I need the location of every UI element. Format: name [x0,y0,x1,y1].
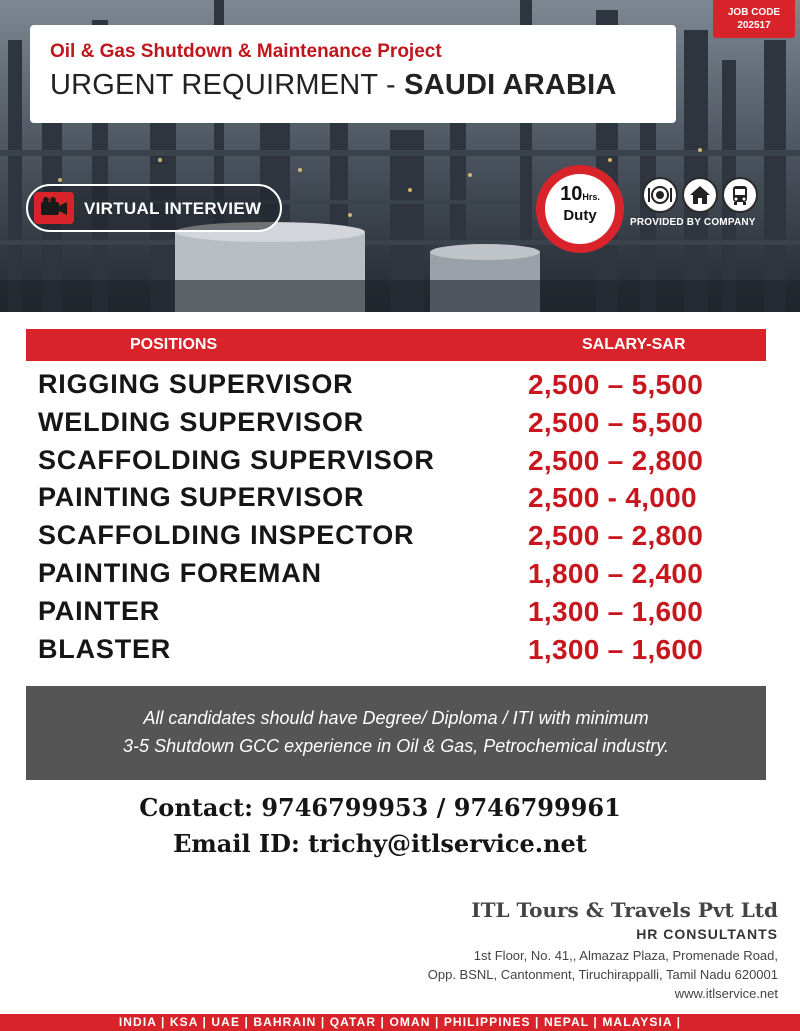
company-address [318,946,778,1003]
contact-block [0,790,760,862]
positions-column-header: POSITIONS [130,336,218,353]
company-website[interactable]: www.itlservice.net [674,986,778,1001]
contact-email[interactable]: Email ID: trichy@itlservice.net [173,829,587,858]
position-salary: 1,300 – 1,600 [528,633,704,665]
position-salary: 2,500 – 5,500 [528,406,704,438]
company-address-line-2: Opp. BSNL, Cantonment, Tiruchirappalli, Tamil Nadu 620001 [427,967,778,982]
company-name: ITL Tours & Travels Pvt Ltd [471,898,778,922]
duty-hours: 10 [560,183,583,205]
provided-by-company-label: PROVIDED BY COMPANY [630,217,756,228]
duty-hours-badge [536,165,624,253]
title-dash: - [377,69,405,101]
table-row [0,406,800,444]
position-name: BLASTER [38,633,172,664]
table-row [0,481,800,519]
position-name: RIGGING SUPERVISOR [38,369,354,399]
position-name: PAINTING SUPERVISOR [38,482,365,513]
table-row [0,519,800,557]
salary-column-header: SALARY-SAR [582,336,686,353]
company-address-line-1: 1st Floor, No. 41,, Almazaz Plaza, Promenade Road, [473,948,778,963]
position-salary: 2,500 – 2,800 [528,444,704,476]
transport-icon [722,177,758,213]
company-block [318,898,778,1003]
position-name: PAINTING FOREMAN [38,557,322,588]
accommodation-icon [682,177,718,213]
title-card [30,25,676,123]
video-camera-icon [34,192,74,224]
amenities-icons [642,177,758,215]
hero-banner [0,0,800,312]
table-row [0,557,800,595]
countries-footer: INDIA | KSA | UAE | BAHRAIN | QATAR | OMAN | PHILIPPINES | NEPAL | MALAYSIA | [0,1014,800,1031]
position-salary: 1,800 – 2,400 [528,557,704,589]
eligibility-note [26,686,766,780]
position-name: SCAFFOLDING SUPERVISOR [38,444,435,475]
company-role: HR CONSULTANTS [636,926,778,942]
table-row [0,368,800,406]
position-salary: 2,500 – 2,800 [528,520,704,552]
position-name: SCAFFOLDING INSPECTOR [38,520,415,551]
title-country: SAUDI ARABIA [404,69,617,101]
virtual-interview-pill [26,184,282,232]
food-icon [642,177,678,213]
job-code-badge [713,0,795,38]
eligibility-note-line-1: All candidates should have Degree/ Diploma / ITI with minimum [143,708,649,728]
page-title [50,69,676,102]
position-salary: 2,500 - 4,000 [528,482,697,514]
position-name: PAINTER [38,595,161,626]
title-prefix: URGENT REQUIRMENT [50,69,378,101]
project-subtitle: Oil & Gas Shutdown & Maintenance Project [50,41,442,62]
positions-table [0,368,800,670]
positions-table-header [26,329,766,361]
duty-unit: Hrs. [582,192,600,202]
position-salary: 2,500 – 5,500 [528,369,704,400]
table-row [0,444,800,482]
job-code-label: JOB CODE [727,7,781,18]
table-row [0,633,800,671]
position-name: WELDING SUPERVISOR [38,406,364,437]
eligibility-note-line-2: 3-5 Shutdown GCC experience in Oil & Gas, Petrochemical industry. [123,736,669,756]
duty-label: Duty [563,207,597,224]
job-code-number: 202517 [737,20,771,31]
contact-phone[interactable]: Contact: 9746799953 / 9746799961 [139,793,621,822]
virtual-interview-label: VIRTUAL INTERVIEW [84,199,262,218]
table-row [0,595,800,633]
position-salary: 1,300 – 1,600 [528,595,704,627]
